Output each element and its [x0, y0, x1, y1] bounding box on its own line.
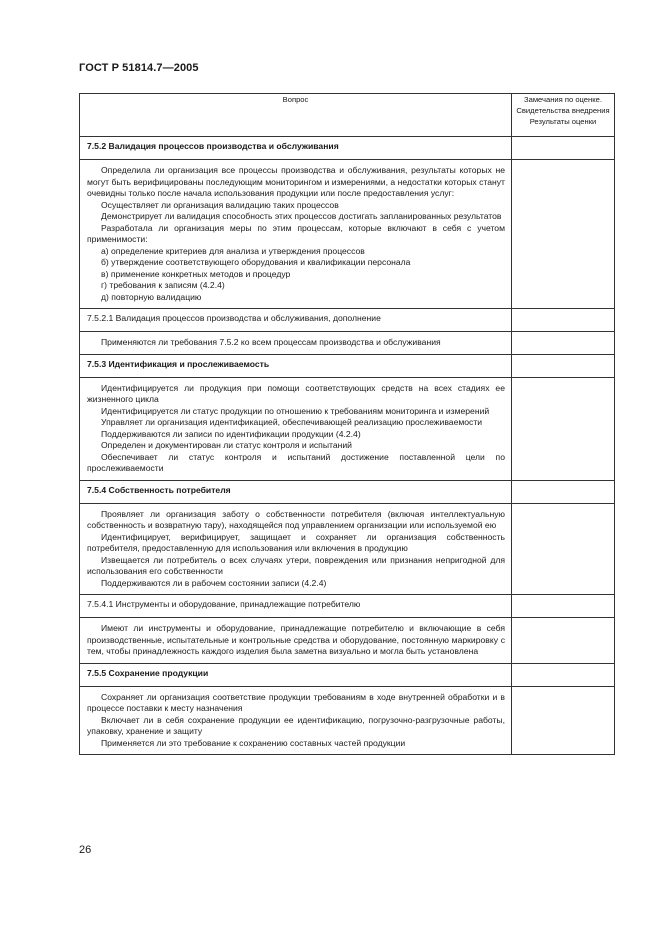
question-row — [80, 332, 615, 355]
question-paragraph: Определила ли организация все процессы производства и обслуживания, результаты которых не могут быть верифицированы последующим мониторингом и измерениями, а недостатки которых станут очевидны только после начала использования продукции или после предоставления услуг: — [87, 165, 505, 198]
question-paragraph: Применяется ли это требование к сохранению составных частей продукции — [101, 737, 406, 748]
document-title: ГОСТ Р 51814.7—2005 — [79, 62, 199, 74]
question-column-header: Вопрос — [80, 94, 512, 137]
question-paragraph: г) требования к записям (4.2.4) — [101, 280, 225, 290]
question-text — [80, 503, 512, 595]
question-paragraph: Осуществляет ли организация валидацию таких процессов — [101, 199, 339, 210]
question-paragraph: Поддерживаются ли в рабочем состоянии записи (4.2.4) — [101, 577, 327, 588]
remarks-header-line: Свидетельства внедрения — [516, 106, 610, 115]
questionnaire-table — [79, 93, 615, 755]
section-heading: 7.5.5 Сохранение продукции — [80, 663, 512, 686]
question-paragraph: в) применение конкретных методов и процедур — [101, 268, 291, 279]
subsection-heading-row — [80, 309, 615, 332]
remarks-cell[interactable] — [512, 595, 615, 618]
remarks-header-line: Результаты оценки — [529, 117, 597, 126]
table-header-row — [80, 94, 615, 137]
question-row — [80, 618, 615, 664]
question-paragraph: Идентифицируется ли продукция при помощи соответствующих средств на всех стадиях ее жизненного цикла — [87, 382, 505, 404]
question-paragraph: Разработала ли организация меры по этим процессам, которые включают в себя с учетом применимости: — [87, 222, 505, 244]
question-text — [80, 332, 512, 355]
section-heading: 7.5.2 Валидация процессов производства и обслуживания — [80, 137, 512, 160]
question-paragraph: д) повторную валидацию — [101, 291, 202, 302]
question-paragraph: а) определение критериев для анализа и утверждения процессов — [101, 245, 365, 256]
remarks-cell[interactable] — [512, 618, 615, 664]
section-heading-row — [80, 137, 615, 160]
section-heading-row — [80, 480, 615, 503]
question-paragraph: Обеспечивает ли статус контроля и испытаний достижение поставленной цели по прослеживаемости — [87, 451, 505, 473]
question-paragraph: Поддерживаются ли записи по идентификации продукции (4.2.4) — [101, 428, 361, 439]
remarks-cell[interactable] — [512, 377, 615, 480]
remarks-header-line: Замечания по оценке. — [524, 95, 602, 104]
remarks-cell[interactable] — [512, 309, 615, 332]
question-text — [80, 160, 512, 309]
section-heading: 7.5.3 Идентификация и прослеживаемость — [80, 354, 512, 377]
question-paragraph: Демонстрирует ли валидация способность этих процессов достигать запланированных результатов — [101, 211, 502, 221]
subsection-heading-row — [80, 595, 615, 618]
question-row — [80, 377, 615, 480]
subsection-heading: 7.5.2.1 Валидация процессов производства и обслуживания, дополнение — [80, 309, 512, 332]
question-row — [80, 503, 615, 595]
question-text — [80, 686, 512, 755]
question-paragraph: Идентифицируется ли статус продукции по отношению к требованиям мониторинга и измерений — [101, 405, 490, 416]
question-paragraph: Применяются ли требования 7.5.2 ко всем процессам производства и обслуживания — [101, 337, 441, 347]
question-row — [80, 686, 615, 755]
remarks-column-header — [512, 94, 615, 137]
question-paragraph: б) утверждение соответствующего оборудования и квалификации персонала — [101, 257, 411, 267]
question-paragraph: Сохраняет ли организация соответствие продукции требованиям в ходе внутренней обработки и в процессе поставки к месту назначения — [87, 691, 505, 713]
remarks-cell[interactable] — [512, 354, 615, 377]
question-paragraph: Определен и документирован ли статус контроля и испытаний — [101, 440, 352, 450]
question-text — [80, 618, 512, 664]
question-paragraph: Идентифицирует, верифицирует, защищает и сохраняет ли организация собственность потребителя, предоставленную для использования или включения в продукцию — [87, 531, 505, 553]
section-heading-row — [80, 663, 615, 686]
question-paragraph: Управляет ли организация идентификацией, обеспечивающей реализацию прослеживаемости — [101, 417, 483, 427]
question-paragraph: Проявляет ли организация заботу о собственности потребителя (включая интеллектуальную собственность и возвратную тару), находящейся под управлением организации или используемой ею — [87, 508, 505, 530]
remarks-cell[interactable] — [512, 160, 615, 309]
remarks-cell[interactable] — [512, 663, 615, 686]
question-paragraph: Включает ли в себя сохранение продукции ее идентификацию, погрузочно-разгрузочные работы, упаковку, хранение и защиту — [87, 714, 505, 736]
subsection-heading: 7.5.4.1 Инструменты и оборудование, принадлежащие потребителю — [80, 595, 512, 618]
remarks-cell[interactable] — [512, 686, 615, 755]
question-paragraph: Имеют ли инструменты и оборудование, принадлежащие потребителю и включающие в себя производственные, испытательные и контрольные средства и оборудование, постоянную маркировку с тем, чтобы принадлежность каждого изделия была заметна визуально и могла быть установлена — [87, 623, 505, 656]
section-heading: 7.5.4 Собственность потребителя — [80, 480, 512, 503]
remarks-cell[interactable] — [512, 137, 615, 160]
question-row — [80, 160, 615, 309]
remarks-cell[interactable] — [512, 332, 615, 355]
remarks-cell[interactable] — [512, 503, 615, 595]
question-paragraph: Извещается ли потребитель о всех случаях утери, повреждения или признания непригодной для использования его собственности — [87, 554, 505, 576]
section-heading-row — [80, 354, 615, 377]
page-number: 26 — [79, 844, 92, 856]
remarks-cell[interactable] — [512, 480, 615, 503]
question-text — [80, 377, 512, 480]
